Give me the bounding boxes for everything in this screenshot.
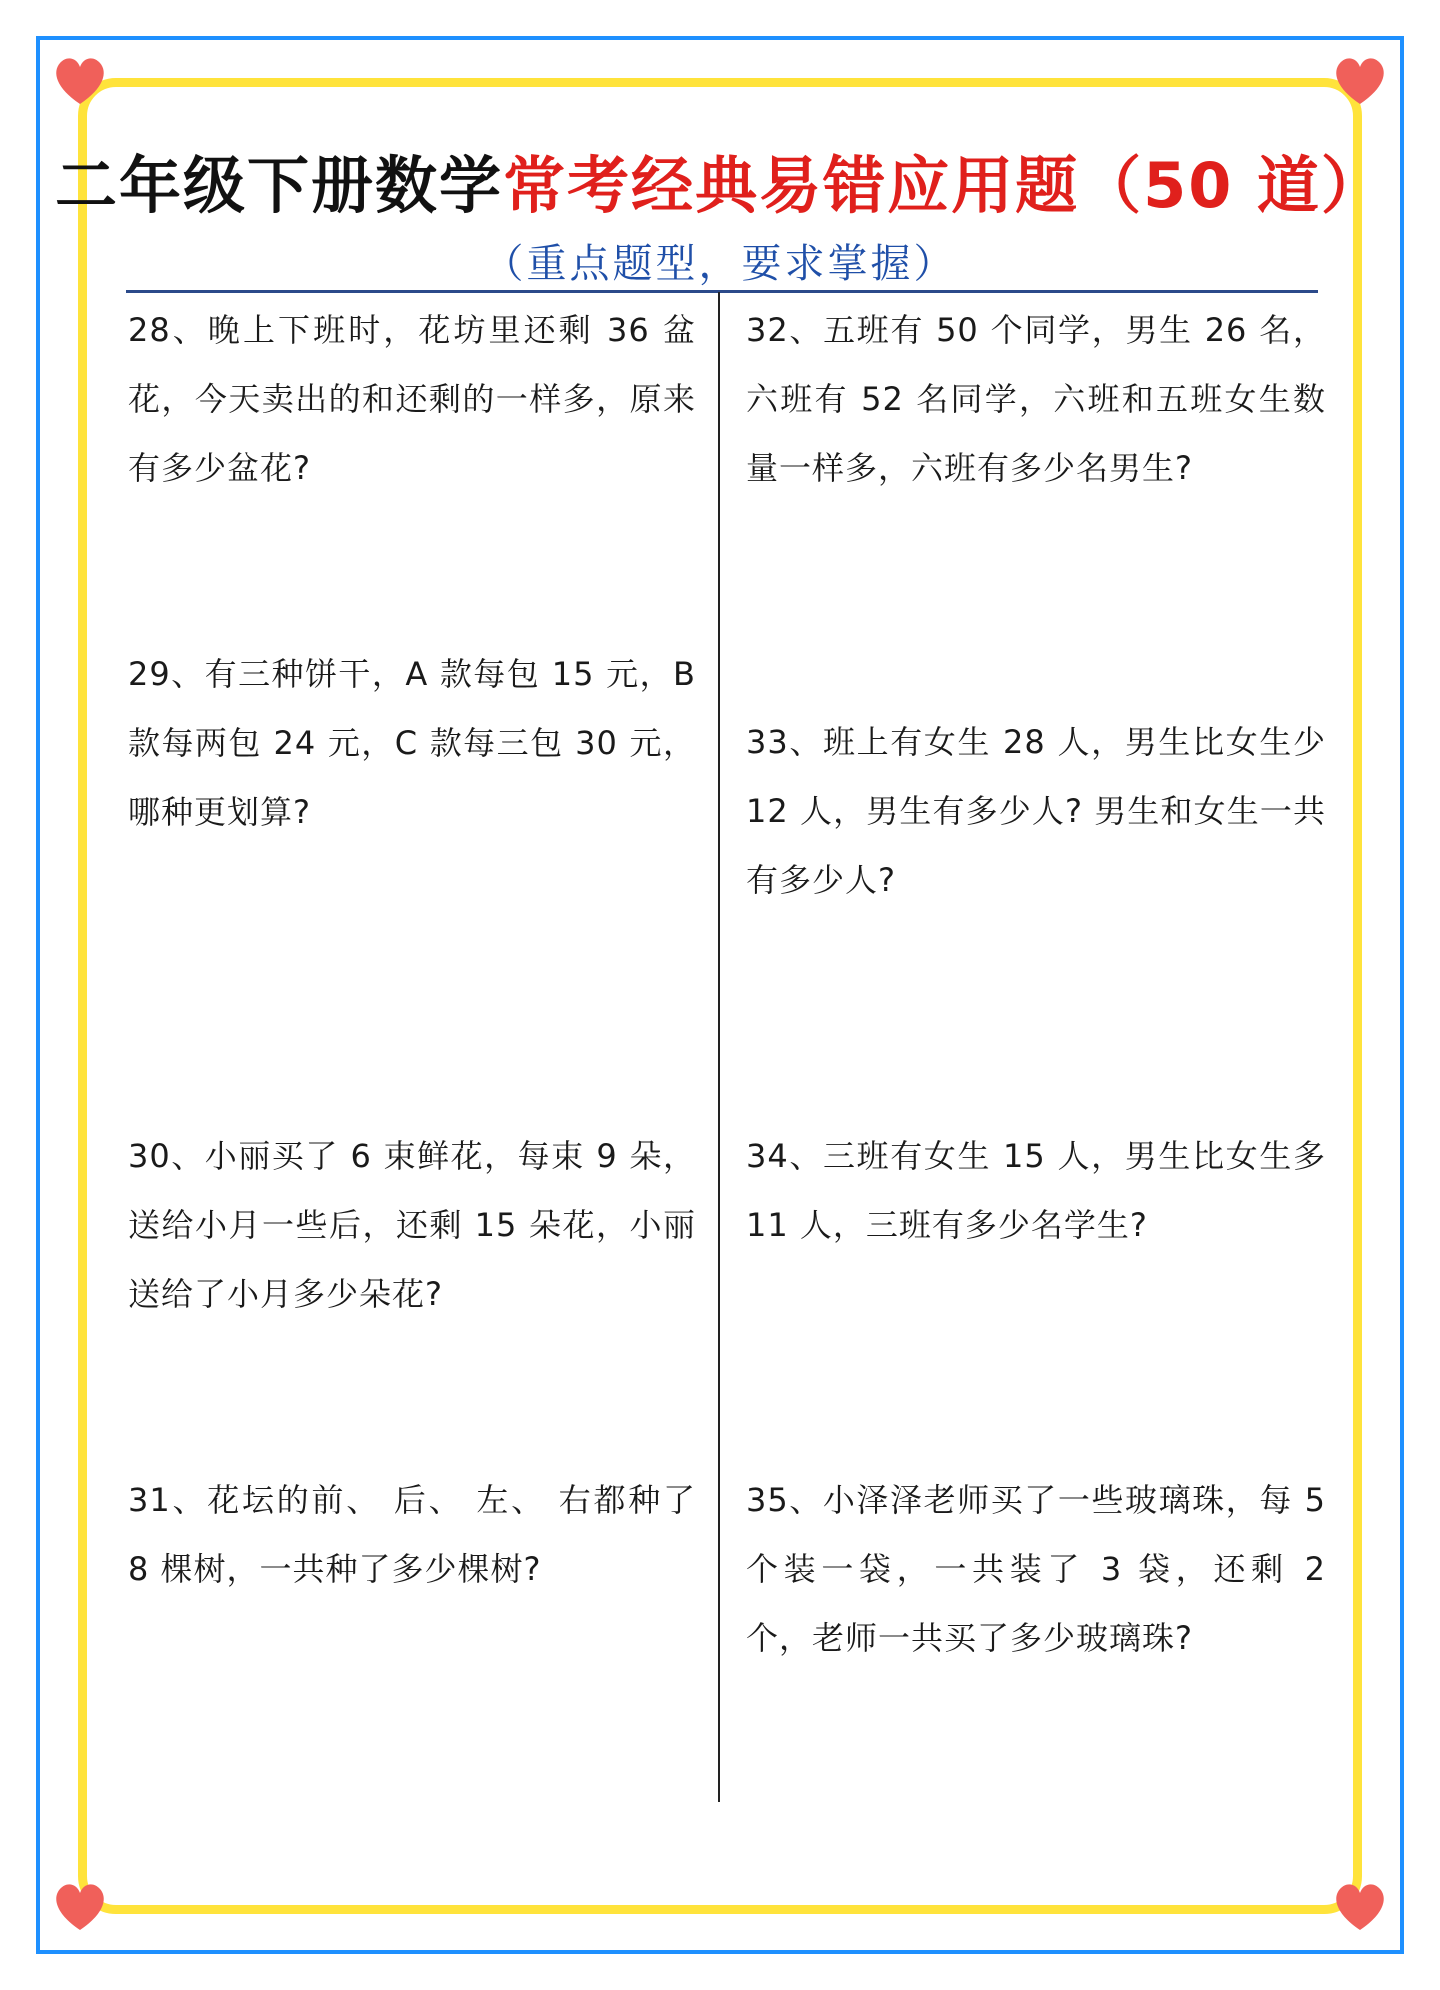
question-30: 30、小丽买了 6 束鲜花，每束 9 朵，送给小月一些后，还剩 15 朵花，小丽送给了小月多少朵花? [128, 1137, 696, 1313]
page-subtitle: （重点题型，要求掌握） [483, 241, 957, 287]
question-32: 32、五班有 50 个同学，男生 26 名，六班有 52 名同学，六班和五班女生数量一样多，六班有多少名男生? [746, 311, 1326, 487]
header-rule [126, 290, 1318, 293]
heart-icon [50, 50, 110, 110]
title-red-part: 常考经典易错应用题（50 道） [503, 149, 1385, 222]
question-35: 35、小泽泽老师买了一些玻璃珠，每 5 个装一袋，一共装了 3 袋，还剩 2 个，老师一共买了多少玻璃珠? [746, 1481, 1326, 1657]
question-34: 34、三班有女生 15 人，男生比女生多 11 人，三班有多少名学生? [746, 1137, 1326, 1244]
heart-icon [1330, 1876, 1390, 1936]
question-29: 29、有三种饼干，A 款每包 15 元，B 款每两包 24 元，C 款每三包 30 元，哪种更划算? [128, 655, 696, 831]
page-title [0, 136, 1440, 225]
heart-icon [1330, 50, 1390, 110]
heart-icon [50, 1876, 110, 1936]
question-28: 28、晚上下班时，花坊里还剩 36 盆花，今天卖出的和还剩的一样多，原来有多少盆花? [128, 311, 696, 487]
question-31: 31、花坛的前、 后、 左、 右都种了 8 棵树，一共种了多少棵树? [128, 1481, 696, 1588]
title-black-part: 二年级下册数学 [55, 149, 504, 222]
question-33: 33、班上有女生 28 人，男生比女生少 12 人，男生有多少人? 男生和女生一共有多少人? [746, 723, 1326, 899]
column-divider [718, 292, 720, 1802]
